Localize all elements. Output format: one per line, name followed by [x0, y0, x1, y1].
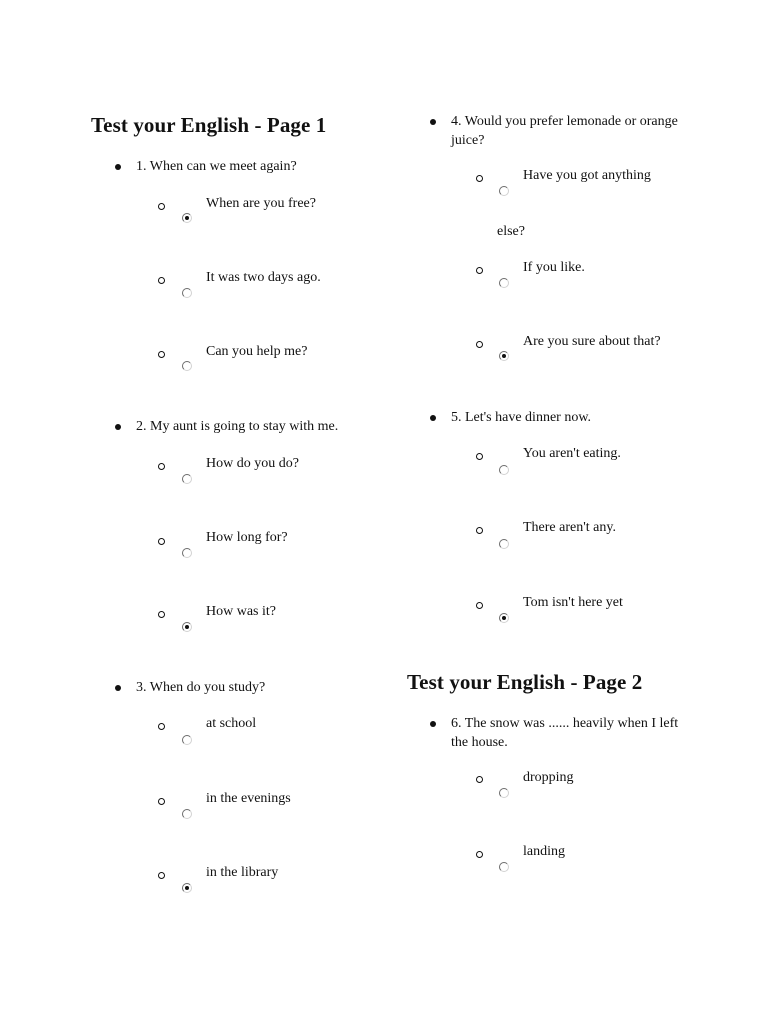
- circle-bullet-icon: [476, 602, 483, 609]
- radio-q5-option-2[interactable]: [499, 539, 509, 549]
- option-label: Tom isn't here yet: [523, 595, 623, 610]
- radio-q2-option-1[interactable]: [182, 474, 192, 484]
- bullet-icon: [115, 685, 121, 691]
- option-label: How long for?: [206, 530, 288, 545]
- radio-q2-option-2[interactable]: [182, 548, 192, 558]
- radio-q6-option-2[interactable]: [499, 862, 509, 872]
- radio-q1-option-3[interactable]: [182, 361, 192, 371]
- bullet-icon: [430, 119, 436, 125]
- circle-bullet-icon: [476, 341, 483, 348]
- option-label: There aren't any.: [523, 520, 616, 535]
- option-label: It was two days ago.: [206, 270, 321, 285]
- bullet-icon: [115, 164, 121, 170]
- radio-q4-option-3[interactable]: [499, 351, 509, 361]
- option-label: You aren't eating.: [523, 446, 621, 461]
- radio-q5-option-1[interactable]: [499, 465, 509, 475]
- option-label: How was it?: [206, 604, 276, 619]
- option-label: If you like.: [523, 260, 585, 275]
- circle-bullet-icon: [158, 798, 165, 805]
- question-text: 1. When can we meet again?: [136, 159, 297, 174]
- circle-bullet-icon: [158, 463, 165, 470]
- radio-q4-option-2[interactable]: [499, 278, 509, 288]
- page-2-title: Test your English - Page 2: [407, 670, 643, 694]
- option-label: dropping: [523, 770, 574, 785]
- radio-q1-option-2[interactable]: [182, 288, 192, 298]
- radio-q1-option-1[interactable]: [182, 213, 192, 223]
- option-label: in the evenings: [206, 791, 291, 806]
- circle-bullet-icon: [476, 267, 483, 274]
- option-label: at school: [206, 716, 257, 731]
- circle-bullet-icon: [476, 527, 483, 534]
- circle-bullet-icon: [158, 351, 165, 358]
- circle-bullet-icon: [476, 453, 483, 460]
- circle-bullet-icon: [158, 277, 165, 284]
- option-label: How do you do?: [206, 456, 299, 471]
- page-1-title: Test your English - Page 1: [91, 113, 327, 137]
- radio-q3-option-3[interactable]: [182, 883, 192, 893]
- circle-bullet-icon: [476, 175, 483, 182]
- radio-q5-option-3[interactable]: [499, 613, 509, 623]
- circle-bullet-icon: [476, 851, 483, 858]
- question-text: 5. Let's have dinner now.: [451, 410, 592, 425]
- radio-q3-option-1[interactable]: [182, 735, 192, 745]
- circle-bullet-icon: [158, 611, 165, 618]
- question-text: 6. The snow was ...... heavily when I left the house.: [451, 716, 679, 750]
- radio-q3-option-2[interactable]: [182, 809, 192, 819]
- option-label: When are you free?: [206, 196, 316, 211]
- option-label: Are you sure about that?: [523, 334, 661, 349]
- circle-bullet-icon: [158, 872, 165, 879]
- circle-bullet-icon: [158, 723, 165, 730]
- circle-bullet-icon: [158, 538, 165, 545]
- option-label-continued: else?: [497, 224, 525, 239]
- circle-bullet-icon: [476, 776, 483, 783]
- question-text: 3. When do you study?: [136, 680, 266, 695]
- bullet-icon: [430, 721, 436, 727]
- question-text: 2. My aunt is going to stay with me.: [136, 419, 339, 434]
- radio-q4-option-1[interactable]: [499, 186, 509, 196]
- option-label: Can you help me?: [206, 344, 308, 359]
- bullet-icon: [115, 424, 121, 430]
- option-label: in the library: [206, 865, 279, 880]
- radio-q2-option-3[interactable]: [182, 622, 192, 632]
- option-label: Have you got anything: [523, 168, 651, 183]
- question-text: 4. Would you prefer lemonade or orange juice?: [451, 114, 678, 148]
- option-label: landing: [523, 844, 565, 859]
- circle-bullet-icon: [158, 203, 165, 210]
- bullet-icon: [430, 415, 436, 421]
- radio-q6-option-1[interactable]: [499, 788, 509, 798]
